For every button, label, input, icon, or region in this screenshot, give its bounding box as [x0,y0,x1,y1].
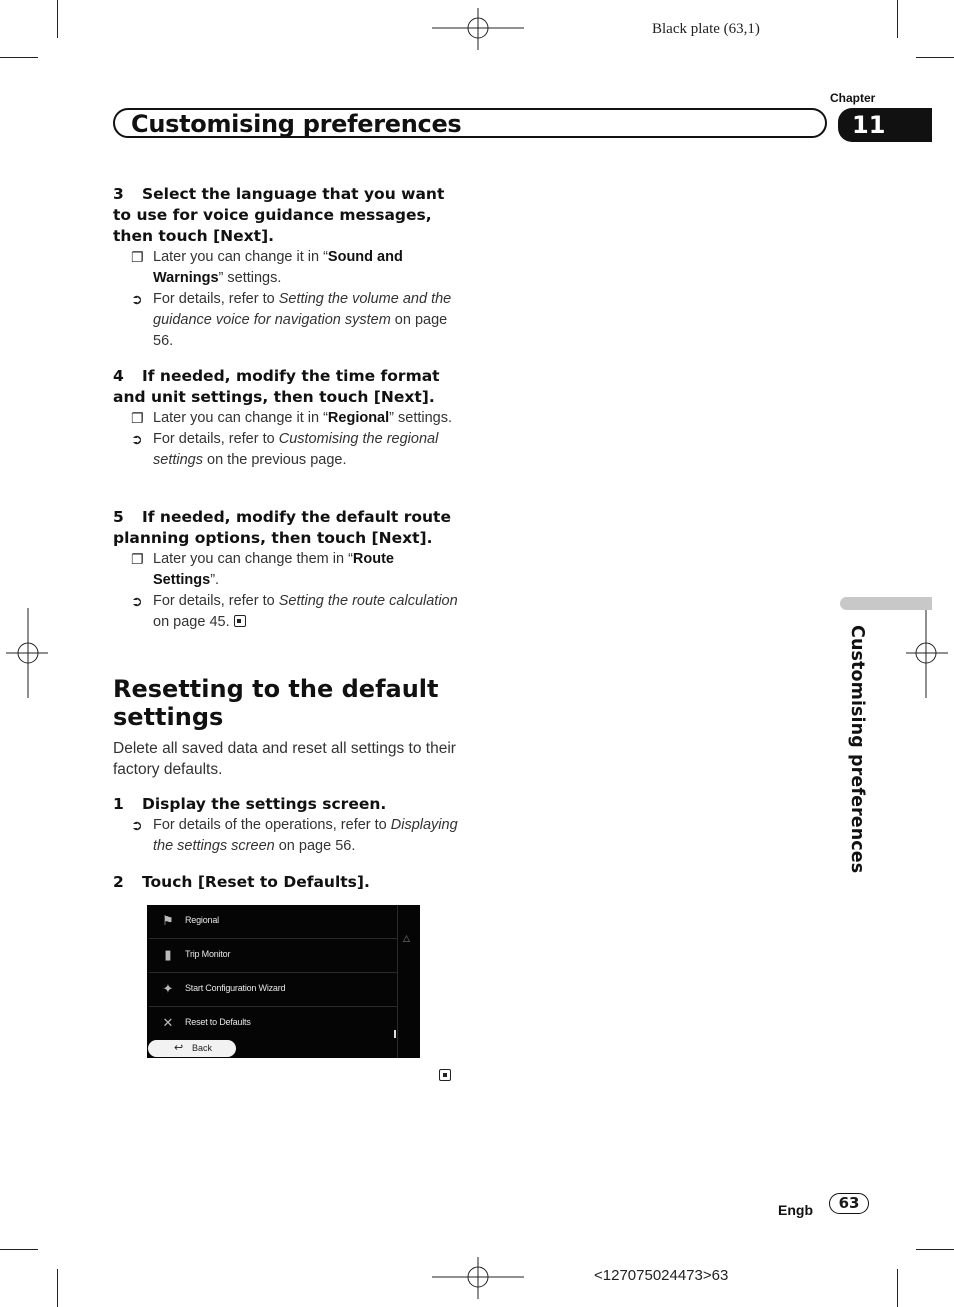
bar-chart-icon: ▮ [164,947,172,962]
wand-icon: ✦ [162,981,174,996]
step-number: 4 [113,367,124,385]
step-block [113,507,458,633]
step-block [113,184,458,352]
registration-mark-bottom [432,1257,524,1299]
checkbox-icon: ❐ [131,410,144,426]
checkbox-icon: ❐ [131,551,144,567]
language-code: Engb [778,1202,813,1218]
arrow-icon: ➲ [131,431,143,447]
crop-mark [897,0,898,38]
setting-name: Sound and Warnings [153,249,403,286]
scrollbar-track[interactable] [397,905,398,1058]
later-note: ❐ Later you can change them in “Route Settings”. [131,551,394,588]
menu-item-label: Reset to Defaults [185,1017,251,1027]
crop-mark [0,57,38,58]
menu-item-regional[interactable] [149,905,397,939]
step-text: Display the settings screen. [142,795,387,813]
end-mark-icon [234,615,246,627]
reference-link: Customising the regional settings [153,431,439,468]
step-heading [113,184,458,247]
reference-note: ➲ For details, refer to Customising the regional settings on the previous page. [131,431,439,468]
registration-mark-top [432,8,524,50]
setting-name: Route Settings [153,551,394,588]
chapter-label: Chapter [830,91,876,105]
later-note: ❐ Later you can change it in “Sound and Warnings” settings. [131,249,403,286]
chapter-number: 11 [852,111,886,139]
scroll-up-icon[interactable]: △ [403,933,410,943]
side-tab-bar [840,597,932,610]
step-heading [113,507,458,549]
crop-mark [57,0,58,38]
arrow-icon: ➲ [131,593,143,609]
reference-note: ➲ For details of the operations, refer to Displaying the settings screen on page 56. [131,817,458,854]
step-heading [113,872,458,893]
document-code: <127075024473>63 [594,1267,729,1284]
tools-icon: ✕ [162,1015,174,1030]
crop-mark [897,1269,898,1307]
step-number: 1 [113,795,124,813]
back-button[interactable] [148,1040,236,1057]
menu-item-label: Start Configuration Wizard [185,983,286,993]
step-number: 3 [113,185,124,203]
reference-note: ➲ For details, refer to Setting the route calculation on page 45. [131,593,458,630]
reference-link: Displaying the settings screen [153,817,458,854]
crop-mark [916,57,954,58]
plate-label: Black plate (63,1) [652,21,760,37]
setting-name: Regional [327,410,390,426]
section-title: Resetting to the default settings [113,675,439,731]
page-number: 63 [829,1193,869,1214]
step-block [113,794,458,857]
arrow-icon: ➲ [131,291,143,307]
settings-screenshot [147,905,420,1058]
step-number: 5 [113,508,124,526]
arrow-icon: ➲ [131,817,143,833]
menu-item-start-configuration-wizard[interactable] [149,973,397,1007]
step-number: 2 [113,873,124,891]
step-text: Select the language that you want to use for voice guidance messages, then touch [Next]. [113,185,445,245]
menu-item-reset-to-defaults[interactable] [149,1007,397,1040]
scrollbar-thumb[interactable] [394,1030,396,1038]
registration-mark-right [906,608,948,698]
section-intro: Delete all saved data and reset all settings to their factory defaults. [113,740,456,778]
reference-link: Setting the volume and the guidance voice for navigation system [153,291,452,328]
step-block [113,366,458,471]
step-text: If needed, modify the default route planning options, then touch [Next]. [113,508,451,547]
crop-mark [916,1249,954,1250]
checkbox-icon: ❐ [131,249,144,265]
step-heading [113,794,458,815]
side-tab-label: Customising preferences [847,625,867,874]
end-mark-icon [439,1069,451,1081]
registration-mark-left [6,608,48,698]
menu-item-label: Regional [185,915,219,925]
later-note: ❐ Later you can change it in “Regional” settings. [113,408,458,429]
flag-icon: ⚑ [162,913,174,928]
menu-item-label: Trip Monitor [185,949,231,959]
crop-mark [0,1249,38,1250]
back-label: Back [192,1043,213,1053]
back-arrow-icon: ↩ [174,1042,184,1054]
reference-link: Setting the route calculation [278,593,458,609]
step-heading [113,366,458,408]
step-text: If needed, modify the time format and unit settings, then touch [Next]. [113,367,440,406]
reference-note: ➲ For details, refer to Setting the volume and the guidance voice for navigation system on page 56. [131,291,452,349]
page-title: Customising preferences [131,110,462,138]
crop-mark [57,1269,58,1307]
menu-item-trip-monitor[interactable] [149,939,397,973]
step-text: Touch [Reset to Defaults]. [142,873,370,891]
